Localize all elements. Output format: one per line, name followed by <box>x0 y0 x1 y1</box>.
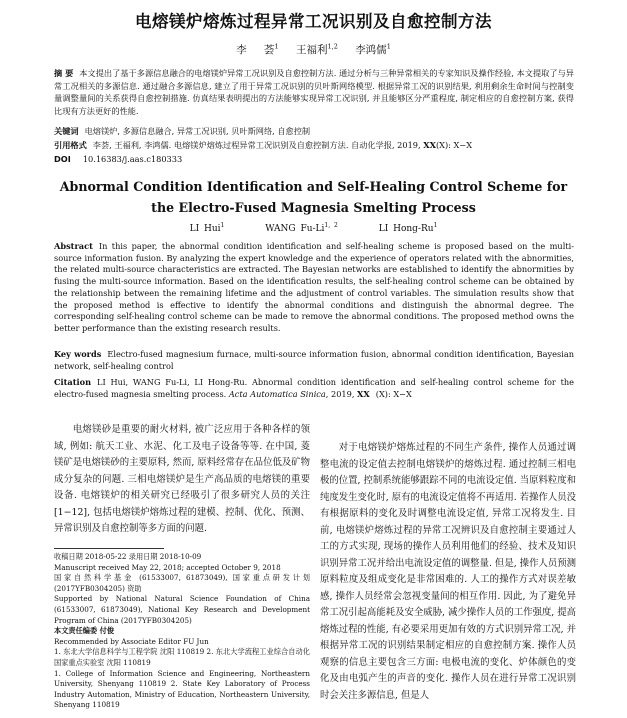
citation-en <box>54 376 574 400</box>
doi <box>54 154 182 164</box>
doi-value: 10.16383/j.aas.c180333 <box>82 154 183 164</box>
citation-cn-volume: XX <box>423 140 436 150</box>
keywords-en-label: Key words <box>54 349 102 359</box>
citation-cn-label: 引用格式 <box>54 140 87 150</box>
paper-title-en <box>0 176 627 218</box>
body-paragraph-right: 对于电熔镁炉熔炼过程的不同生产条件, 操作人员通过调整电流的设定值去控制电熔镁炉的熔炼过程. 通过控制三相电极的位置, 控制系统能够跟踪不同的电流设定值. 当原料粒度和纯度发生变化时, 原有的电流设定值将不再适用. 若操作人员没有根据原料的变化及时调整电流设定值, 异常工况将发生. 目前, 电熔镁炉熔炼过程的异常工况辨识及自愈控制主要通过人工的方式实现, 现场的操作人员利用他们的经验、技术及知识识别异常工况并给出电流设定值的调整量. 但是, 操作人员预测原料粒度及组成变化是非常困难的. 人工的操作方式对误差敏感, 操作人员经常会忽视变量间的相互作用. 因此, 为了避免异常工况引起高能耗及安全威胁, 减少操作人员的工作强度, 提高熔炼过程的性能, 有必要采用更加有效的方式识别异常工况, 并根据异常工况的识别结果制定相应的自愈控制方案. 操作人员观察的信息主要包含三方面: 电极电流的变化、炉体颜色的变化及由电弧产生的声音的变化. 操作人员在进行异常工况识别时会关注多源信息, 但是人 <box>320 442 576 701</box>
footnote-funding-en: Supported by National Natural Science Foundation of China (61533007, 61873049), National Key Research and Development Program of China (2017YFB0304205) <box>54 594 310 625</box>
citation-en-year: , 2019, <box>325 389 358 399</box>
citation-en-label: Citation <box>54 377 92 387</box>
paper-title-en-line1: Abnormal Condition Identification and Self-Healing Control Scheme for <box>59 179 568 194</box>
author-affiliation-mark: 1 <box>274 42 279 51</box>
citation-en-pages: (X): X−X <box>375 389 412 399</box>
paper-title-cn: 电熔镁炉熔炼过程异常工况识别及自愈控制方法 <box>135 12 492 31</box>
author-list-en <box>0 222 627 234</box>
footnote-editor-cn: 本文责任编委 付俊 <box>54 626 115 636</box>
footnote-funding-cn: 国家自然科学基金 (61533007, 61873049), 国家重点研发计划 (2017YFB0304205) 资助 <box>54 573 310 593</box>
abstract-en-text: In this paper, the abnormal condition identification and self-healing scheme is proposed based on the multi-source information fusion. By analyzing the expert knowledge and the experience of operators related with the abnormities, the related multi-source characteristics are extracted. The Bayesian networks are established to identify the abnormities by fusing the multi-source information. Based on the identification results, the self-healing control scheme can be obtained by the relationship between the remaining lifetime and the adjustment of control variables. The simulation results show that the proposed method is effective to identify the abnormal conditions and distinguish the abnormal degree. The corresponding self-healing control scheme can be made to remove the abnormal conditions. The proposed method owns the better performance than the existing research results. <box>54 241 574 333</box>
author-list-cn <box>0 42 627 57</box>
footnote-editor-en: Recommended by Associate Editor FU Jun <box>54 636 209 646</box>
keywords-cn-label: 关键词 <box>54 126 79 136</box>
citation-cn-text: 李荟, 王福利, 李鸿儒. 电熔镁炉熔炼过程异常工况识别及自愈控制方法. 自动化学报, 2019, <box>92 140 424 150</box>
body-paragraph-left: 电熔镁砂是重要的耐火材料, 被广泛应用于各种各样的领域, 例如: 航天工业、水泥、化工及电子设备等等. 在中国, 菱镁矿是电熔镁砂的主要原料, 然而, 原料经常存在品位低及矿物成分复杂的问题. 三相电熔镁炉是生产高品质的电熔镁的重要设备. 电熔镁炉的相关研究已经吸引了很多研究人员的关注[1−12], 包括电熔镁炉熔炼过程的建模、控制、优化、预测、异常识别及自愈控制等多方面的问题. <box>54 424 310 534</box>
keywords-en <box>54 348 574 372</box>
author-affiliation-mark: 1, 2 <box>324 222 338 229</box>
citation-cn <box>54 139 574 152</box>
author-affiliation-mark: 1 <box>220 222 225 229</box>
keywords-en-text: Electro-fused magnesium furnace, multi-source information fusion, abnormal condition identification, Bayesian network, self-healing control <box>54 349 574 371</box>
doi-label: DOI <box>54 154 71 164</box>
author-name: LI Hong-Ru <box>378 224 434 234</box>
author-name: WANG Fu-Li <box>265 224 325 234</box>
footnote-received-en: Manuscript received May 22, 2018; accepted October 9, 2018 <box>54 562 281 572</box>
keywords-cn <box>54 125 574 138</box>
citation-en-text: LI Hui, WANG Fu-Li, LI Hong-Ru. Abnormal condition identification and self-healing control scheme for the electro-fused magnesia smelting process. <box>54 377 574 399</box>
author-name: LI Hui <box>189 224 221 234</box>
citation-cn-pages: (X): X−X <box>435 140 473 150</box>
author-affiliation-mark: 1 <box>386 42 391 51</box>
paper-title-en-line2: the Electro-Fused Magnesia Smelting Process <box>151 200 476 215</box>
citation-en-volume: XX <box>357 389 370 399</box>
citation-en-journal: Acta Automatica Sinica <box>228 389 326 399</box>
author-name: 王福利 <box>296 44 328 56</box>
author-name: 李 荟 <box>236 44 275 56</box>
footnote-affiliation-cn: 1. 东北大学信息科学与工程学院 沈阳 110819 2. 东北大学流程工业综合自动化国家重点实验室 沈阳 110819 <box>54 647 310 667</box>
abstract-cn-label: 摘 要 <box>54 68 74 78</box>
abstract-cn-text: 本文提出了基于多源信息融合的电熔镁炉异常工况识别及自愈控制方法. 通过分析与三种异常相关的专家知识及操作经验, 本文提取了与异常工况相关的多源信息. 通过融合多源信息, 建立了用于异常工况识别的贝叶斯网络模型. 根据异常工况的识别结果, 利用剩余生命时间与控制变量调整量间的关系获得自愈控制措施. 仿真结果表明提出的方法能够实现异常工况识别, 并且能够区分严重程度, 制定相应的自愈控制方案, 获得比现有方法更好的性能. <box>54 68 574 116</box>
author-affiliation-mark: 1 <box>433 222 438 229</box>
footnote-received-cn: 收稿日期 2018-05-22 录用日期 2018-10-09 <box>54 552 202 561</box>
abstract-en-label: Abstract <box>54 241 93 251</box>
author-affiliation-mark: 1,2 <box>327 42 338 51</box>
abstract-cn <box>54 67 574 117</box>
footnote-divider <box>54 548 164 549</box>
abstract-en <box>54 241 574 335</box>
keywords-cn-text: 电熔镁炉, 多源信息融合, 异常工况识别, 贝叶斯网络, 自愈控制 <box>84 126 311 136</box>
footnotes <box>54 552 310 711</box>
footnote-affiliation-en: 1. College of Information Science and Engineering, Northeastern University, Shenyang 110819 2. State Key Laboratory of Process Industry Automation, Ministry of Education, Northeastern University, Shenyang 110819 <box>54 668 310 710</box>
author-name: 李鸿儒 <box>355 44 387 56</box>
